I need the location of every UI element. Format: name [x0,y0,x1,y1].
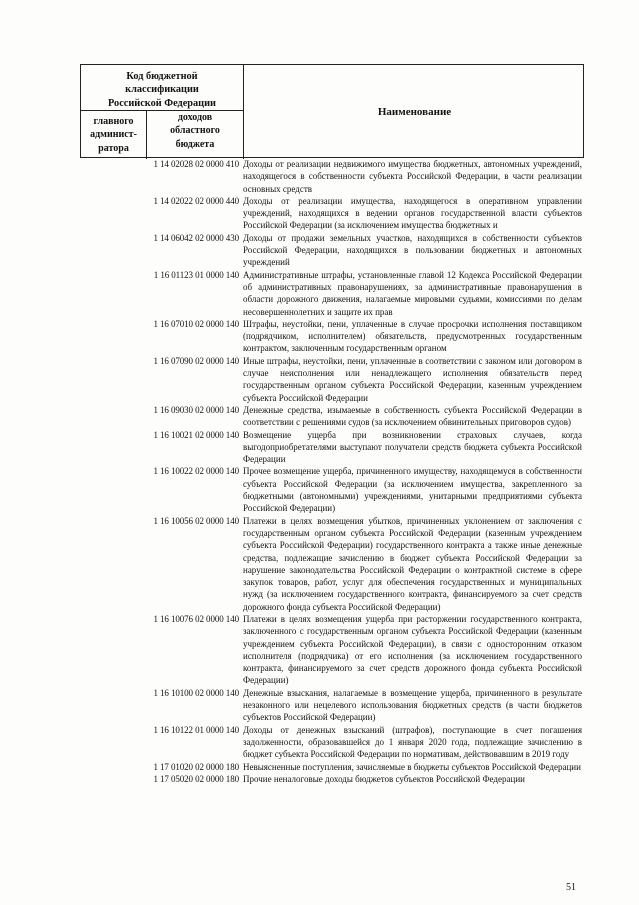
income-description: Штрафы, неустойки, пени, уплаченные в случае просрочки исполнения поставщиком (подрядчиком, исполнителем) обязательств, предусмотренных государственным контрактом, заключенным государственным органом [243,318,582,354]
income-code: 1 16 10056 02 0000 140 [153,515,239,526]
table-row [80,195,590,232]
income-code: 1 16 01123 01 0000 140 [153,269,239,280]
income-description: Денежные средства, изымаемые в собственность субъекта Российской Федерации в соответствии с решениями судов (за исключением обвинительных приговоров судов) [243,404,582,428]
table-row [80,429,590,466]
income-code: 1 17 05020 02 0000 180 [153,773,239,784]
main-administrator-header: главного админист- ратора [81,111,147,159]
income-table-body [80,158,590,785]
income-code: 1 16 10022 02 0000 140 [153,466,239,477]
table-row [80,773,590,785]
table-row [80,724,590,761]
income-description: Иные штрафы, неустойки, пени, уплаченные в соответствии с законом или договором в случае неисполнения или ненадлежащего исполнения обязательств перед государственным органом субъекта Российской Федерации, казенным учреждением субъекта Российской Федерации [243,355,582,403]
budget-code-header: Код бюджетной классификации Российской Федерации [81,65,244,111]
income-code: 1 16 07010 02 0000 140 [153,318,239,329]
income-description: Доходы от продажи земельных участков, находящихся в собственности субъектов Российской Федерации, находящихся в пользовании бюджетных и автономных учреждений [243,232,582,268]
table-row [80,613,590,687]
income-description: Доходы от реализации имущества, находящегося в оперативном управлении учреждений, находящихся в ведении органов государственной власти субъектов Российской Федерации (за исключением имущества бюджетных и [243,195,582,231]
table-row [80,515,590,613]
income-description: Платежи в целях возмещения убытков, причиненных уклонением от заключения с государственным органом субъекта Российской Федерации (казенным учреждением субъекта Российской Федерации) государственного контракта а также иные денежные средства, подлежащие зачислению в бюджет субъекта Российской Федерации за нарушение законодательства Российской Федерации о контрактной системе в сфере закупок товаров, работ, услуг для обеспечения государственных и муниципальных нужд (за исключением государственного контракта, финансируемого за счет средств дорожного фонда субъекта Российской Федерации) [243,515,582,612]
income-code: 1 16 10122 01 0000 140 [153,724,239,735]
income-description: Денежные взыскания, налагаемые в возмещение ущерба, причиненного в результате незаконного или нецелевого использования бюджетных средств (в части бюджетов субъектов Российской Федерации) [243,687,582,723]
income-description: Доходы от реализации недвижимого имущества бюджетных, автономных учреждений, находящегося в собственности субъекта Российской Федерации, в части реализации основных средств [243,159,582,194]
table-row [80,761,590,773]
table-row [80,158,590,195]
income-description: Платежи в целях возмещения ущерба при расторжении государственного контракта, заключенного с государственным органом субъекта Российской Федерации (казенным учреждением субъекта Российской Федерации), в связи с односторонним отказом исполнителя (подрядчика) от его исполнения (за исключением государственного контракта, финансируемого за счет средств дорожного фонда субъекта Российской Федерации) [243,613,582,686]
income-description: Административные штрафы, установленные главой 12 Кодекса Российской Федерации об административных правонарушениях, за административные правонарушения в области дорожного движения, налагаемые мировыми судьями, комиссиями по делам несовершеннолетних и защите их прав [243,269,582,317]
income-code: 1 16 10021 02 0000 140 [153,429,239,440]
income-code: 1 16 10100 02 0000 140 [153,687,239,698]
table-row [80,232,590,269]
table-row [80,404,590,429]
income-code: 1 14 02022 02 0000 440 [153,195,239,206]
table-row [80,269,590,318]
table-row [80,355,590,404]
regional-income-header: доходов областного бюджета [147,111,244,159]
income-description: Невыясненные поступления, зачисляемые в бюджеты субъектов Российской Федерации [243,761,581,772]
income-code: 1 17 01020 02 0000 180 [153,761,239,772]
name-column-header: Наименование [377,106,452,118]
page-number: 51 [566,882,576,893]
income-code: 1 16 09030 02 0000 140 [153,404,239,415]
table-row [80,318,590,355]
table-row [80,687,590,724]
income-code: 1 14 02028 02 0000 410 [153,159,239,169]
income-code: 1 14 06042 02 0000 430 [153,232,239,243]
table-header [80,64,584,158]
income-code: 1 16 10076 02 0000 140 [153,613,239,624]
income-code: 1 16 07090 02 0000 140 [153,355,239,366]
income-description: Прочие неналоговые доходы бюджетов субъектов Российской Федерации [243,773,525,784]
table-row [80,465,590,514]
income-description: Прочее возмещение ущерба, причиненного имуществу, находящемуся в собственности субъекта Российской Федерации (за исключением имущества, закрепленного за бюджетными (автономными) учреждениями, унитарными предприятиями субъекта Российской Федерации) [243,466,582,514]
income-description: Возмещение ущерба при возникновении страховых случаев, когда выгодоприобретателями выступают получатели средств бюджета субъекта Российской Федерации [243,429,582,465]
income-description: Доходы от денежных взысканий (штрафов), поступающие в счет погашения задолженности, образовавшейся до 1 января 2020 года, подлежащие зачислению в бюджет субъекта Российской Федерации по нормативам, действовавшим в 2019 году [243,724,582,760]
